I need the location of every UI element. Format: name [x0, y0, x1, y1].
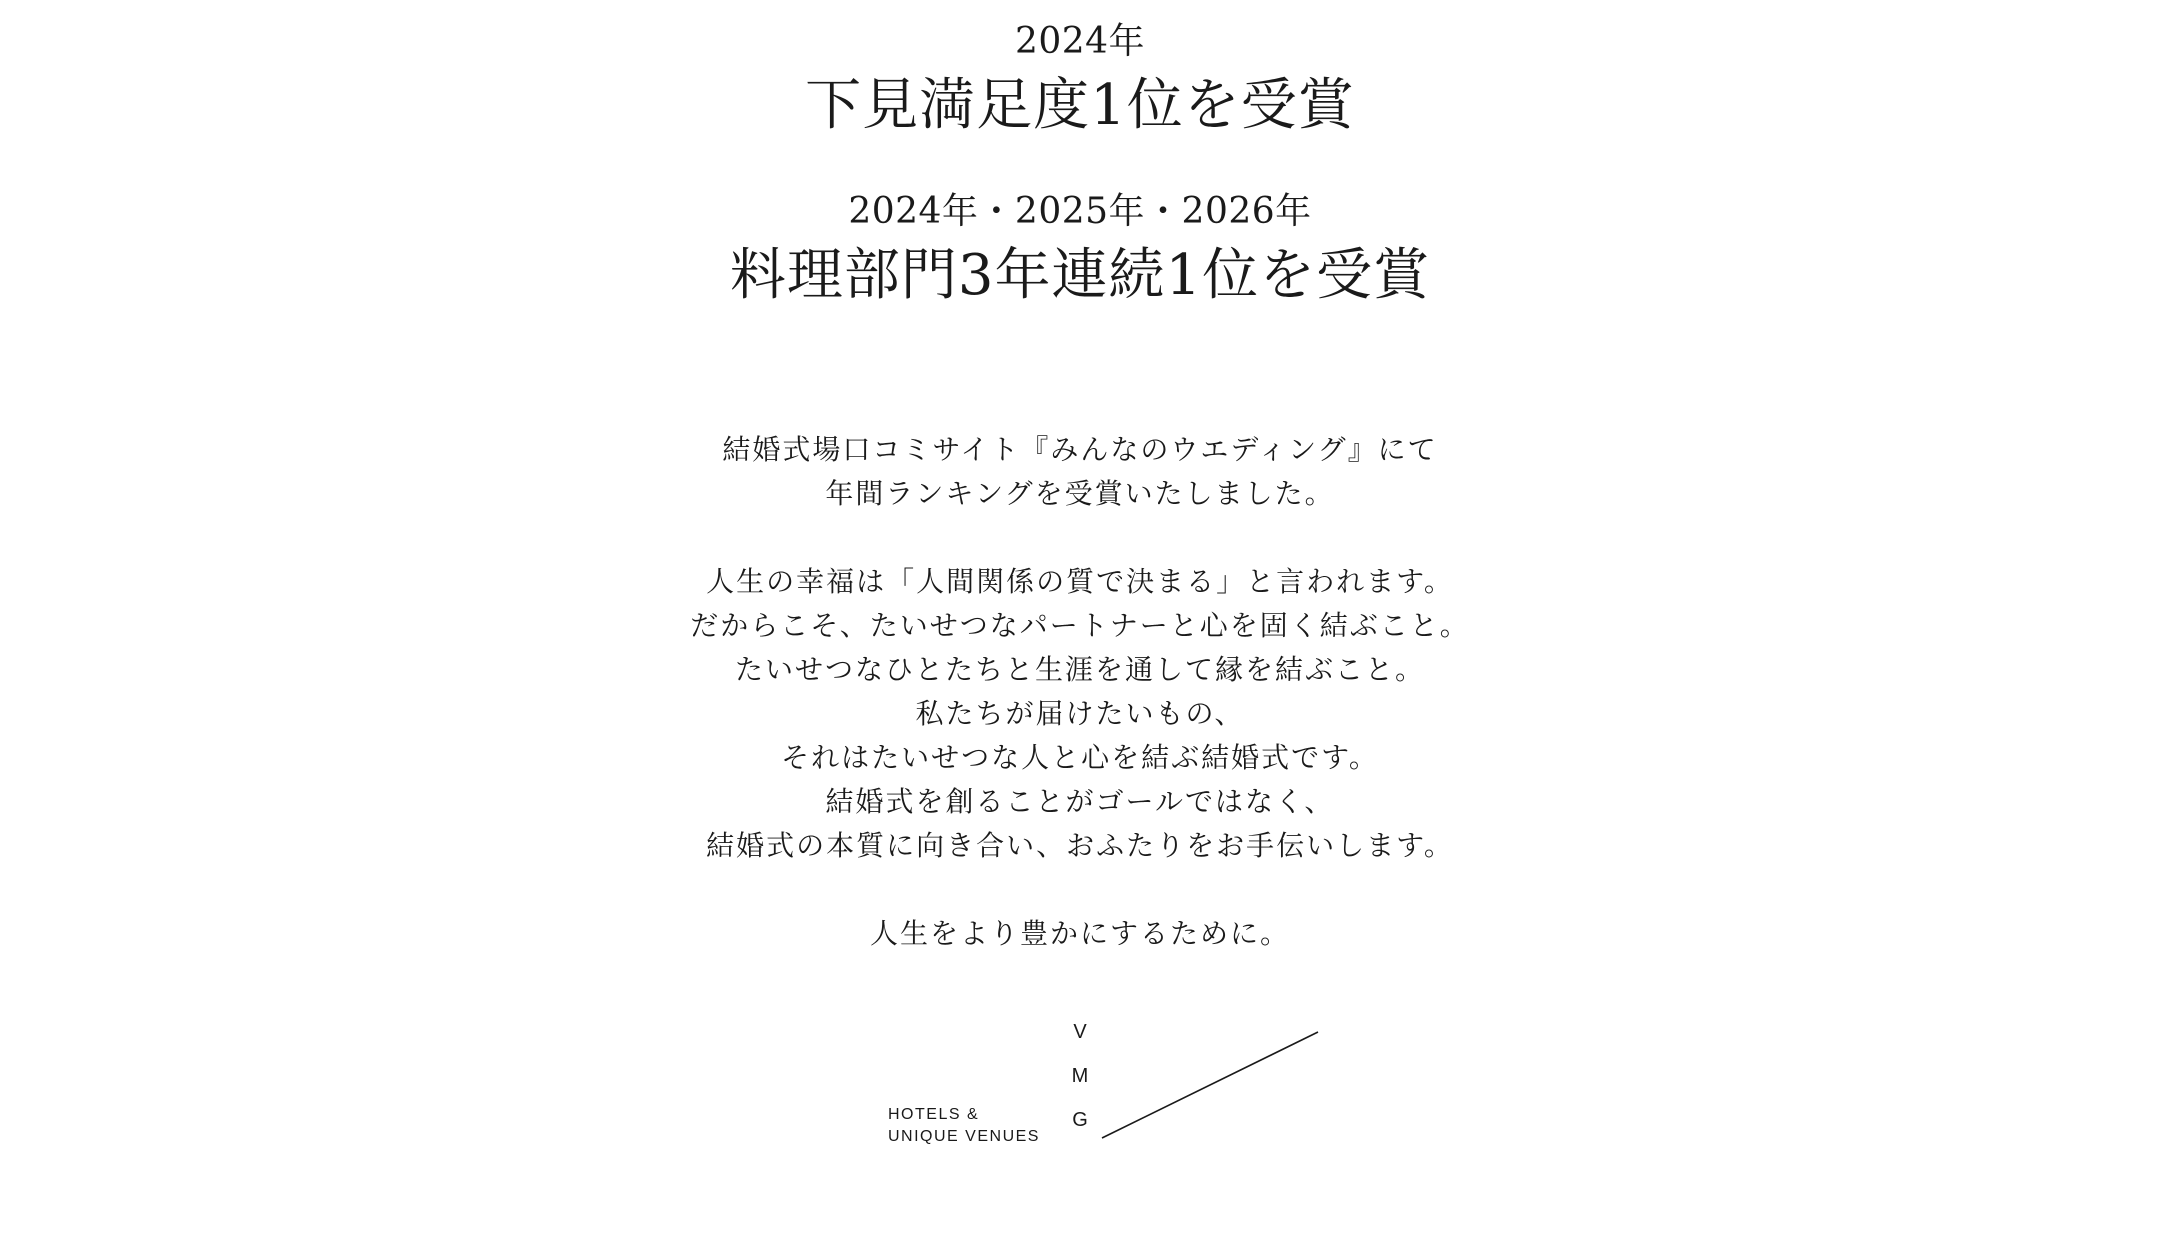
- message-line: 人生の幸福は「人間関係の質で決まる」と言われます。: [706, 565, 1454, 598]
- logo-tagline-line: UNIQUE VENUES: [888, 1128, 1040, 1145]
- award-title: 下見満足度1位を受賞: [805, 73, 1355, 138]
- logo-tagline: [888, 1104, 1040, 1148]
- logo-letter-g: G: [1072, 1109, 1088, 1131]
- award-block-cuisine: [0, 188, 2160, 312]
- award-block-preview-satisfaction: [0, 18, 2160, 142]
- brand-message: [0, 428, 2160, 956]
- message-line: 結婚式を創ることがゴールではなく、: [825, 785, 1335, 818]
- message-line: 私たちが届けたいもの、: [915, 697, 1245, 730]
- message-line: 結婚式場口コミサイト『みんなのウエディング』にて: [722, 433, 1438, 466]
- logo-letter-v: V: [1073, 1021, 1087, 1043]
- logo-tagline-line: HOTELS &: [888, 1106, 980, 1123]
- message-spacer: [0, 868, 2160, 912]
- award-year: 2024年: [1014, 21, 1146, 62]
- vmg-logo: [880, 1020, 1330, 1170]
- message-line: たいせつなひとたちと生涯を通して縁を結ぶこと。: [734, 653, 1425, 686]
- message-line: それはたいせつな人と心を結ぶ結婚式です。: [781, 741, 1379, 774]
- logo-letter-m: M: [1071, 1065, 1089, 1087]
- message-line: 人生をより豊かにするために。: [869, 917, 1290, 950]
- award-title: 料理部門3年連続1位を受賞: [729, 243, 1431, 308]
- award-year: 2024年・2025年・2026年: [848, 191, 1312, 232]
- logo-slash-line: [1100, 1020, 1320, 1140]
- message-line: 年間ランキングを受賞いたしました。: [825, 477, 1335, 510]
- message-spacer: [0, 516, 2160, 560]
- message-line: だからこそ、たいせつなパートナーと心を固く結ぶこと。: [690, 609, 1470, 642]
- message-line: 結婚式の本質に向き合い、おふたりをお手伝いします。: [706, 829, 1454, 862]
